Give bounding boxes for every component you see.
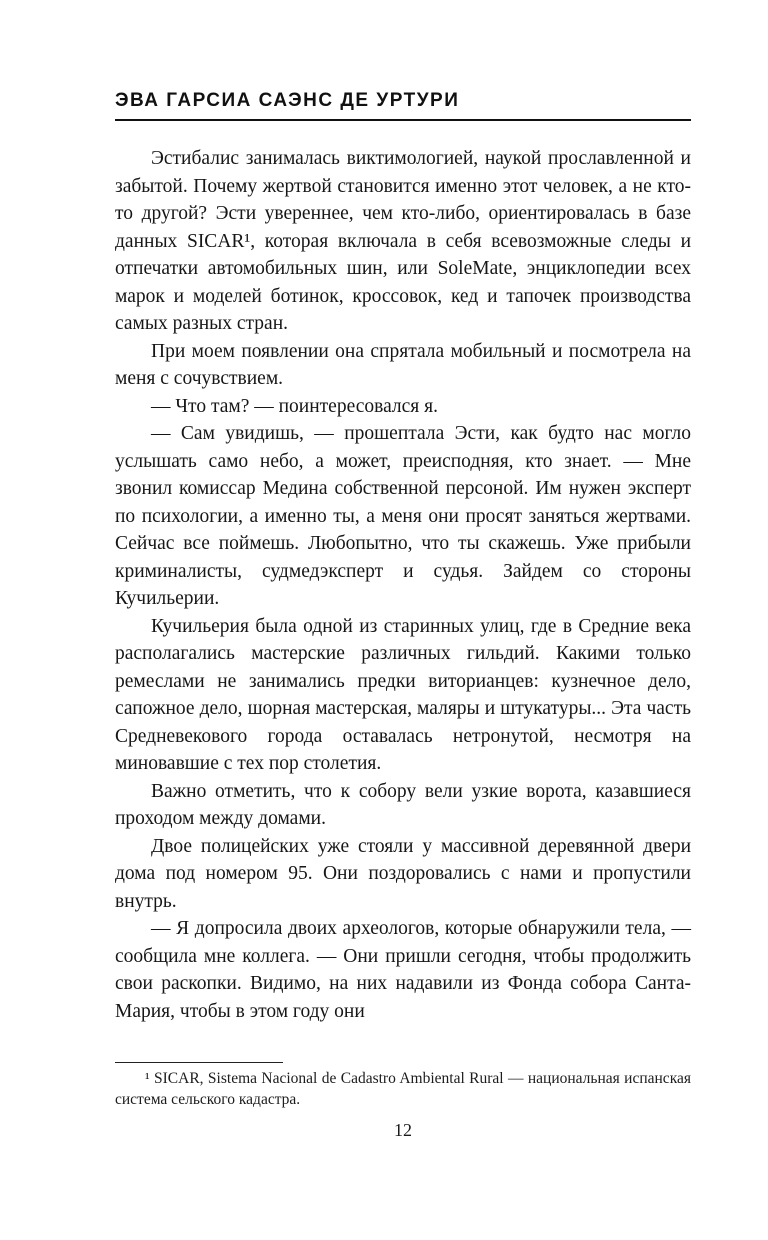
paragraph-8: — Я допросила двоих археологов, которые обнаружили тела, — сообщила мне коллега. — Они пришли сегодня, чтобы продолжить свои раскопки. Видимо, на них надавили из Фонда собора Санта-Мария, чтобы в этом году они [115,918,691,1022]
paragraph-5: Кучильерия была одной из старинных улиц, где в Средние века располагались мастерские различных гильдий. Какими только ремеслами не занимались предки виторианцев: кузнечное дело, сапожное дело, шорная мастерская, маляры и штукатуры... Эта часть Средневекового города оставалась нетронутой, несмотря на миновавшие с тех пор столетия. [115,615,691,774]
footnote: ¹ SICAR, Sistema Nacional de Cadastro Ambiental Rural — национальная испанская система сельского кадастра. [115,1070,691,1108]
body-text [115,145,691,1025]
page-number: 12 [394,1120,412,1140]
footnote-area [115,1062,691,1110]
paragraph-2: При моем появлении она спрятала мобильный и посмотрела на меня с сочувствием. [115,340,691,389]
paragraph-1: Эстибалис занималась виктимологией, наукой прославленной и забытой. Почему жертвой становится именно этот человек, а не кто-то другой? Эсти увереннее, чем кто-либо, ориентировалась в базе данных SICAR¹, которая включала в себя всевозможные следы и отпечатки автомобильных шин, или SoleMate, энциклопедии всех марок и моделей ботинок, кроссовок, кед и тапочек производства самых разных стран. [115,148,691,334]
page-content [115,90,691,1025]
footnote-rule [115,1062,283,1063]
running-header: ЭВА ГАРСИА САЭНС ДЕ УРТУРИ [115,90,460,111]
paragraph-3: — Что там? — поинтересовался я. [151,395,438,417]
paragraph-7: Двое полицейских уже стояли у массивной деревянной двери дома под номером 95. Они поздоровались с нами и пропустили внутрь. [115,835,691,912]
paragraph-4: — Сам увидишь, — прошептала Эсти, как будто нас могло услышать само небо, а может, преисподняя, кто знает. — Мне звонил комиссар Медина собственной персоной. Им нужен эксперт по психологии, а именно ты, а меня они просят заняться жертвами. Сейчас все поймешь. Любопытно, что ты скажешь. Уже прибыли криминалисты, судмедэксперт и судья. Зайдем со стороны Кучильерии. [115,423,691,609]
header-rule [115,119,691,121]
paragraph-6: Важно отметить, что к собору вели узкие ворота, казавшиеся проходом между домами. [115,780,691,829]
